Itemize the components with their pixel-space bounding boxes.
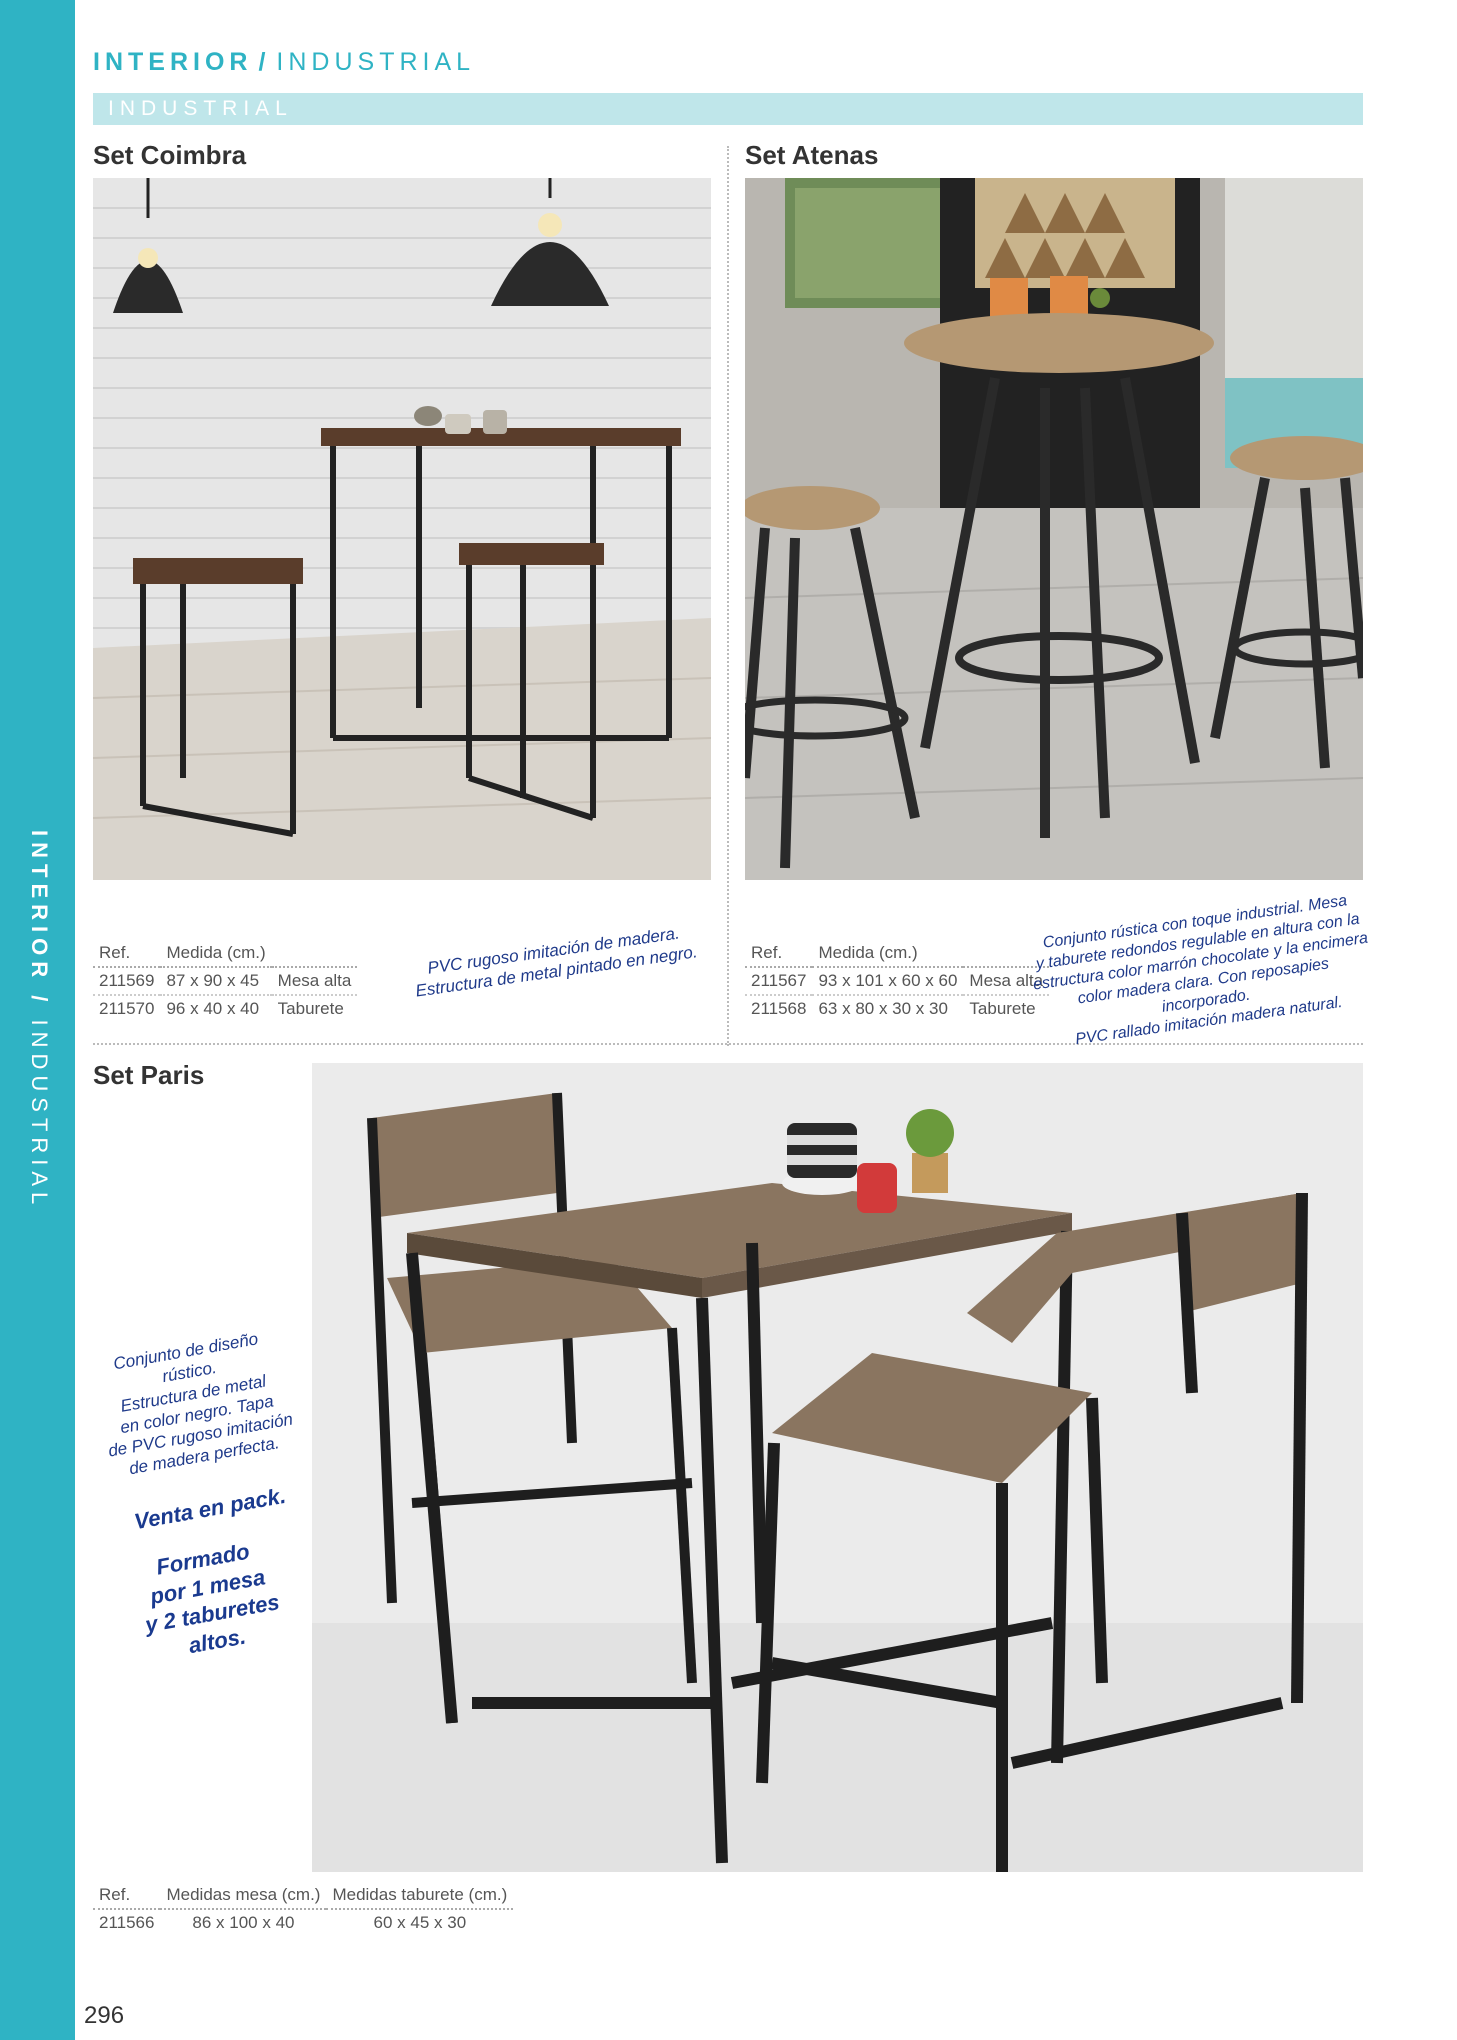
side-label-light: INDUSTRIAL: [27, 1007, 52, 1211]
header-separator: /: [258, 48, 271, 76]
table-row: [745, 995, 1049, 1022]
vertical-divider: [727, 146, 729, 1046]
band-label: INDUSTRIAL: [108, 97, 293, 120]
atenas-note: Conjunto rústica con toque industrial. Mesa y taburete redondos regulable en altura con la estructura color marrón chocolate y la encimera color madera clara. Con reposapies incorporado. PVC rallado imitación madera natural.: [1032, 892, 1370, 1049]
coimbra-title: Set Coimbra: [93, 140, 247, 170]
cell-ref: 211566: [99, 1913, 155, 1932]
cell-ref: 211568: [751, 999, 807, 1018]
col-measure: Medida (cm.): [812, 940, 963, 967]
cell-ref: 211567: [745, 967, 812, 995]
page-number: 296: [84, 2002, 125, 2029]
paris-pack-line2: Formado por 1 mesa y 2 taburetes altos.: [143, 1538, 282, 1658]
horizontal-divider: [93, 1043, 1363, 1045]
atenas-spec-table: [745, 940, 1049, 1022]
col-ref: Ref.: [93, 1882, 160, 1909]
atenas-title: Set Atenas: [745, 140, 879, 170]
header-category: INTERIOR: [93, 48, 253, 76]
table-header-row: [93, 1882, 513, 1909]
col-table-measure: Medidas mesa (cm.): [160, 1882, 326, 1909]
cell-type: Taburete: [277, 999, 344, 1018]
col-type: [272, 940, 358, 967]
cell-measure: 87 x 90 x 45: [160, 967, 271, 995]
table-row: [93, 995, 357, 1022]
paris-photo: [312, 1063, 1363, 1872]
col-measure: Medida (cm.): [160, 940, 271, 967]
cell-measure: 93 x 101 x 60 x 60: [812, 967, 963, 995]
table-header-row: [93, 940, 357, 967]
col-stool-measure: Medidas taburete (cm.): [326, 1882, 513, 1909]
atenas-photo: [745, 178, 1363, 880]
subsection-band: [93, 93, 1363, 125]
coimbra-photo: [93, 178, 711, 880]
cell-measure: 63 x 80 x 30 x 30: [818, 999, 948, 1018]
cell-type: Mesa alta: [963, 967, 1049, 995]
side-label-bold: INTERIOR /: [27, 830, 52, 1008]
cell-measure: 96 x 40 x 40: [166, 999, 260, 1018]
cell-table-measure: 86 x 100 x 40: [192, 1913, 295, 1932]
paris-pack-line1: Venta en pack.: [132, 1482, 288, 1535]
paris-title: Set Paris: [93, 1060, 205, 1090]
coimbra-note: PVC rugoso imitación de madera. Estructura de metal pintado en negro.: [414, 923, 699, 1001]
col-ref: Ref.: [93, 940, 160, 967]
section-header: [93, 48, 475, 77]
header-subcategory: INDUSTRIAL: [276, 48, 476, 76]
paris-note: Conjunto de diseño rústico. Estructura de metal en color negro. Tapa de PVC rugoso imitación de madera perfecta.: [106, 1329, 295, 1479]
col-ref: Ref.: [745, 940, 812, 967]
paris-spec-table: [93, 1882, 513, 1936]
table-header-row: [745, 940, 1049, 967]
cell-type: Taburete: [969, 999, 1036, 1018]
table-row: [745, 967, 1049, 995]
cell-stool-measure: 60 x 45 x 30: [373, 1913, 467, 1932]
side-section-label: [26, 830, 56, 1250]
cell-type: Mesa alta: [272, 967, 358, 995]
coimbra-spec-table: [93, 940, 357, 1022]
table-row: [93, 967, 357, 995]
cell-ref: 211569: [93, 967, 160, 995]
table-row: [93, 1909, 513, 1936]
cell-ref: 211570: [99, 999, 155, 1018]
